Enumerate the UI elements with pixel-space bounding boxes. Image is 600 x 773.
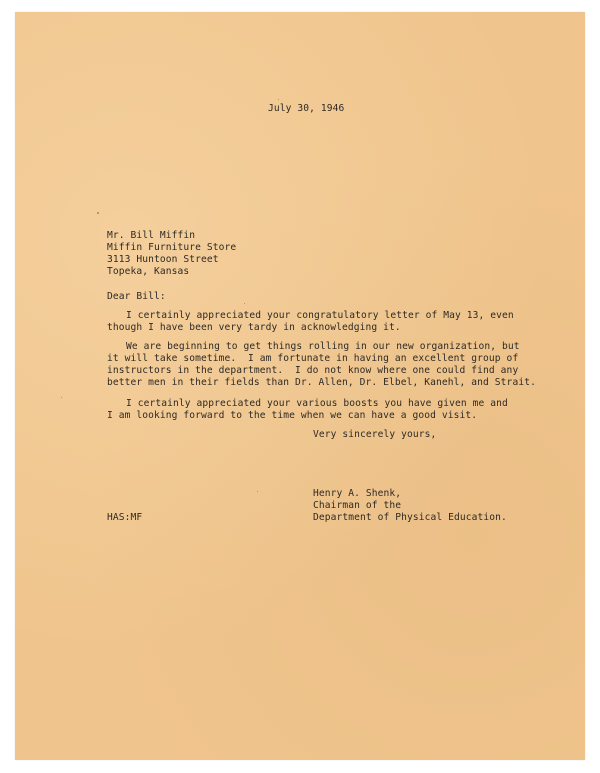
letter-date: July 30, 1946 [268,103,345,114]
recipient-city: Topeka, Kansas [107,266,190,277]
paragraph-2-line-4: better men in their fields than Dr. Allen, Dr. Elbel, Kanehl, and Strait. [107,377,536,388]
paragraph-2-line-3: instructors in the department. I do not know where one could find any [107,365,519,376]
paper-speck [244,303,245,304]
reference-initials: HAS:MF [107,512,143,523]
paragraph-3-line-1: I certainly appreciated your various boosts you have given me and [126,398,508,409]
signature-department: Department of Physical Education. [313,512,507,523]
paragraph-2-line-1: We are beginning to get things rolling in our new organization, but [126,341,520,352]
recipient-name: Mr. Bill Miffin [107,230,196,241]
paper-speck [278,99,279,100]
paper-speck [257,491,258,492]
recipient-street: 3113 Huntoon Street [107,254,219,265]
paragraph-1-line-2: though I have been very tardy in acknowledging it. [107,322,401,333]
closing: Very sincerely yours, [313,429,437,440]
recipient-company: Miffin Furniture Store [107,242,237,253]
signature-name: Henry A. Shenk, [313,488,402,499]
paragraph-2-line-2: it will take sometime. I am fortunate in having an excellent group of [107,353,519,364]
signature-title: Chairman of the [313,500,402,511]
paragraph-3-line-2: I am looking forward to the time when we can have a good visit. [107,410,478,421]
paragraph-1-line-1: I certainly appreciated your congratulatory letter of May 13, even [126,310,514,321]
paper-speck [61,397,62,398]
salutation: Dear Bill: [107,291,166,302]
paper-speck [97,212,99,214]
